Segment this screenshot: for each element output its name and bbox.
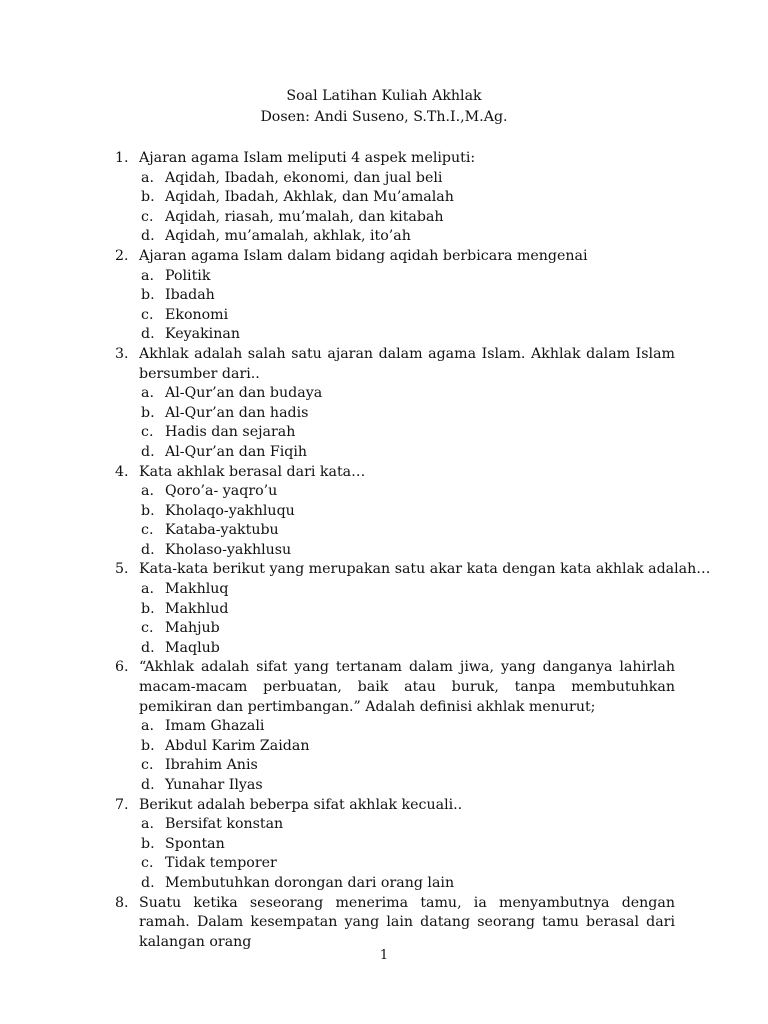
- option-text: Al-Qur’an dan Fiqih: [165, 443, 308, 460]
- option-letter: d.: [141, 228, 155, 245]
- question-number: 7.: [115, 796, 129, 813]
- question-text: Berikut adalah beberpa sifat akhlak kecuali..: [139, 796, 463, 813]
- page-number: 1: [379, 948, 389, 963]
- option-text: Abdul Karim Zaidan: [165, 737, 310, 754]
- question-number: 1.: [115, 150, 129, 166]
- question-3: [115, 345, 675, 463]
- question-number: 8.: [115, 894, 129, 911]
- option-item: [139, 384, 675, 404]
- question-number: 6.: [115, 659, 129, 676]
- option-letter: b.: [141, 835, 155, 852]
- option-item: [139, 404, 675, 424]
- option-letter: a.: [141, 267, 154, 284]
- option-text: Aqidah, Ibadah, Akhlak, dan Mu’amalah: [165, 189, 454, 206]
- option-letter: c.: [141, 306, 154, 323]
- option-letter: a.: [141, 718, 154, 735]
- option-list: [139, 717, 675, 795]
- question-text: Ajaran agama Islam meliputi 4 aspek meliputi:: [139, 150, 476, 166]
- question-5: [115, 560, 711, 658]
- option-text: Aqidah, riasah, mu’malah, dan kitabah: [165, 208, 444, 225]
- option-text: Makhlud: [165, 600, 229, 617]
- question-2: [115, 247, 675, 345]
- option-text: Yunahar Ilyas: [165, 777, 263, 793]
- option-item: [139, 169, 675, 189]
- option-letter: b.: [141, 287, 155, 304]
- option-item: [139, 482, 675, 502]
- option-letter: c.: [141, 424, 154, 441]
- option-item: [139, 854, 675, 874]
- question-text: “Akhlak adalah sifat yang tertanam dalam jiwa, yang danganya lahirlah macam-macam perbuatan, baik atau buruk, tanpa membutuhkan pemikiran dan pertimbangan.” Adalah definisi akhlak menurut;: [139, 659, 675, 715]
- option-item: [139, 639, 675, 659]
- option-text: Kholaqo-yakhluqu: [165, 502, 295, 519]
- option-letter: c.: [141, 757, 154, 774]
- question-list: [115, 149, 711, 952]
- question-text: Akhlak adalah salah satu ajaran dalam agama Islam. Akhlak dalam Islam bersumber dari..: [139, 345, 675, 382]
- question-number: 3.: [115, 345, 129, 362]
- question-8: [115, 894, 675, 953]
- option-text: Bersifat konstan: [165, 816, 284, 833]
- option-letter: a.: [141, 385, 154, 402]
- option-item: [139, 325, 675, 345]
- lecturer-name: Dosen: Andi Suseno, S.Th.I.,M.Ag.: [260, 108, 508, 125]
- option-item: [139, 874, 675, 894]
- option-item: [139, 286, 675, 306]
- option-item: [139, 443, 675, 463]
- option-item: [139, 188, 675, 208]
- option-text: Kataba-yaktubu: [165, 522, 279, 539]
- option-letter: b.: [141, 502, 155, 519]
- question-7: [115, 796, 675, 894]
- option-letter: d.: [141, 777, 155, 793]
- option-letter: b.: [141, 737, 155, 754]
- option-letter: b.: [141, 404, 155, 421]
- option-item: [139, 756, 675, 776]
- option-item: [139, 541, 675, 561]
- option-list: [139, 815, 675, 893]
- question-number: 2.: [115, 247, 129, 264]
- option-item: [139, 600, 675, 620]
- option-list: [139, 169, 675, 247]
- option-letter: d.: [141, 443, 155, 460]
- question-1: [115, 149, 675, 247]
- option-letter: a.: [141, 483, 154, 500]
- option-item: [139, 580, 675, 600]
- option-text: Qoro’a- yaqro’u: [165, 483, 278, 500]
- question-4: [115, 463, 675, 561]
- option-item: [139, 717, 675, 737]
- question-number: 4.: [115, 463, 129, 480]
- option-text: Maqlub: [165, 639, 220, 656]
- option-text: Tidak temporer: [165, 855, 277, 872]
- option-item: [139, 521, 675, 541]
- option-list: [139, 580, 675, 658]
- question-text: Ajaran agama Islam dalam bidang aqidah berbicara mengenai: [139, 247, 588, 264]
- option-letter: d.: [141, 326, 155, 343]
- option-item: [139, 737, 675, 757]
- option-text: Al-Qur’an dan hadis: [165, 404, 309, 421]
- option-text: Spontan: [165, 835, 225, 852]
- question-6: [115, 658, 675, 795]
- document-header: [0, 86, 768, 127]
- option-text: Imam Ghazali: [165, 718, 265, 735]
- option-item: [139, 619, 675, 639]
- option-item: [139, 208, 675, 228]
- option-item: [139, 502, 675, 522]
- option-item: [139, 423, 675, 443]
- option-letter: a.: [141, 816, 154, 833]
- option-text: Aqidah, mu’amalah, akhlak, ito’ah: [165, 228, 411, 245]
- option-text: Ibrahim Anis: [165, 757, 258, 774]
- option-item: [139, 815, 675, 835]
- option-letter: d.: [141, 874, 155, 891]
- option-letter: c.: [141, 208, 154, 225]
- option-item: [139, 776, 675, 796]
- option-text: Politik: [165, 267, 211, 284]
- option-letter: c.: [141, 855, 154, 872]
- option-list: [139, 482, 675, 560]
- question-text: Kata akhlak berasal dari kata…: [139, 463, 366, 480]
- option-letter: c.: [141, 522, 154, 539]
- document-title: Soal Latihan Kuliah Akhlak: [286, 88, 482, 104]
- option-text: Hadis dan sejarah: [165, 424, 296, 441]
- option-letter: a.: [141, 169, 154, 186]
- question-number: 5.: [115, 561, 129, 578]
- option-text: Ibadah: [165, 287, 215, 304]
- option-list: [139, 384, 675, 462]
- option-list: [139, 267, 675, 345]
- option-letter: d.: [141, 541, 155, 558]
- option-text: Makhluq: [165, 581, 229, 598]
- option-text: Al-Qur’an dan budaya: [165, 385, 323, 402]
- option-item: [139, 835, 675, 855]
- question-text: Kata-kata berikut yang merupakan satu akar kata dengan kata akhlak adalah…: [139, 561, 711, 578]
- option-item: [139, 306, 675, 326]
- question-text: Suatu ketika seseorang menerima tamu, ia menyambutnya dengan ramah. Dalam kesempatan yang lain datang seorang tamu berasal dari kalangan orang: [139, 894, 675, 950]
- option-text: Kholaso-yakhlusu: [165, 541, 292, 558]
- option-item: [139, 227, 675, 247]
- option-letter: b.: [141, 600, 155, 617]
- option-text: Ekonomi: [165, 306, 229, 323]
- option-item: [139, 267, 675, 287]
- option-text: Mahjub: [165, 620, 220, 637]
- option-letter: b.: [141, 189, 155, 206]
- option-text: Aqidah, Ibadah, ekonomi, dan jual beli: [165, 169, 443, 186]
- option-letter: a.: [141, 581, 154, 598]
- option-letter: d.: [141, 639, 155, 656]
- option-text: Membutuhkan dorongan dari orang lain: [165, 874, 455, 891]
- option-letter: c.: [141, 620, 154, 637]
- option-text: Keyakinan: [165, 326, 240, 343]
